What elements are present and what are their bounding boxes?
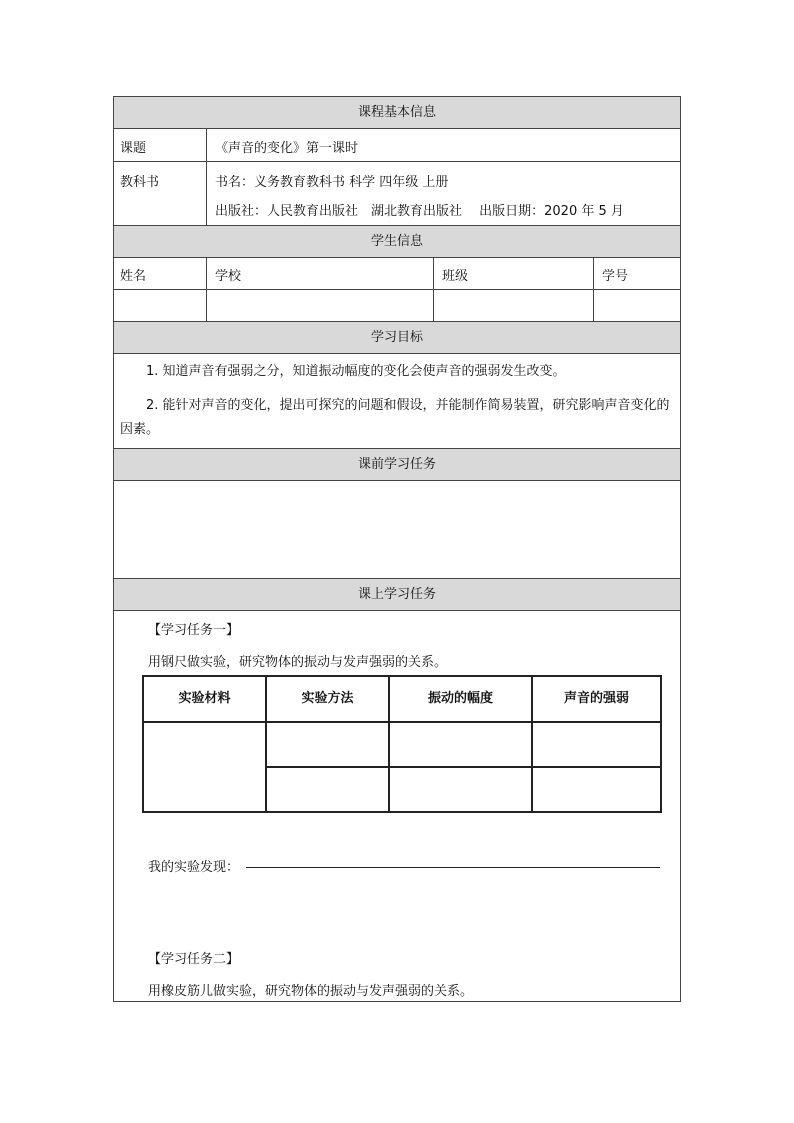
section-header-goals: 学习目标	[114, 322, 680, 354]
id-input-cell[interactable]	[594, 290, 680, 321]
school-input-cell[interactable]	[207, 290, 434, 321]
class-label: 班级	[442, 269, 469, 284]
table-header-loudness: 声音的强弱	[563, 691, 629, 706]
class-header-cell	[434, 258, 594, 289]
table-vline-3	[531, 677, 533, 811]
task2-desc: 用橡皮筋儿做实验，研究物体的振动与发声强弱的关系。	[148, 984, 474, 999]
table-header-divider	[144, 721, 660, 723]
section-header-class-task: 课上学习任务	[114, 579, 680, 611]
book-line: 书名：义务教育教科书 科学 四年级 上册	[215, 175, 449, 190]
goal-item-2: 2. 能针对声音的变化，提出可探究的问题和假设，并能制作简易装置，研究影响声音变化的因素。	[120, 398, 670, 437]
school-header-cell	[207, 258, 434, 289]
topic-value-cell	[207, 129, 680, 161]
student-input-row	[114, 290, 680, 322]
student-header-row	[114, 258, 680, 290]
class-input-cell[interactable]	[434, 290, 594, 321]
table-header-method: 实验方法	[301, 691, 354, 706]
publisher-line: 出版社：人民教育出版社 湖北教育出版社 出版日期：2020 年 5 月	[215, 204, 624, 219]
task1-desc: 用钢尺做实验，研究物体的振动与发声强弱的关系。	[148, 655, 448, 670]
section-header-student: 学生信息	[114, 226, 680, 258]
id-header-cell	[594, 258, 680, 289]
task1-title: 【学习任务一】	[148, 623, 240, 638]
table-row-divider	[265, 766, 660, 768]
goals-content	[114, 354, 680, 449]
goal-item-1: 1. 知道声音有强弱之分，知道振动幅度的变化会使声音的强弱发生改变。	[146, 364, 566, 379]
table-vline-2	[388, 677, 390, 811]
table-vline-1	[265, 677, 267, 811]
name-label: 姓名	[120, 269, 147, 284]
topic-label-cell	[114, 129, 207, 161]
topic-label: 课题	[120, 141, 147, 156]
table-header-material: 实验材料	[178, 691, 231, 706]
name-header-cell	[114, 258, 207, 289]
finding-answer-line[interactable]	[246, 867, 660, 868]
textbook-label-cell	[114, 162, 207, 225]
topic-row	[114, 129, 680, 162]
id-label: 学号	[602, 269, 629, 284]
pre-task-area[interactable]	[114, 481, 680, 579]
textbook-label: 教科书	[120, 175, 160, 190]
experiment-table	[142, 675, 662, 813]
course-sheet	[113, 96, 681, 1002]
textbook-row	[114, 162, 680, 226]
finding-label: 我的实验发现：	[148, 860, 240, 875]
school-label: 学校	[215, 269, 242, 284]
topic-value: 《声音的变化》第一课时	[215, 141, 359, 156]
section-header-basic: 课程基本信息	[114, 97, 680, 129]
textbook-value-cell	[207, 162, 680, 225]
task2-title: 【学习任务二】	[148, 952, 240, 967]
table-header-amplitude: 振动的幅度	[427, 691, 493, 706]
section-header-pre-task: 课前学习任务	[114, 449, 680, 481]
name-input-cell[interactable]	[114, 290, 207, 321]
